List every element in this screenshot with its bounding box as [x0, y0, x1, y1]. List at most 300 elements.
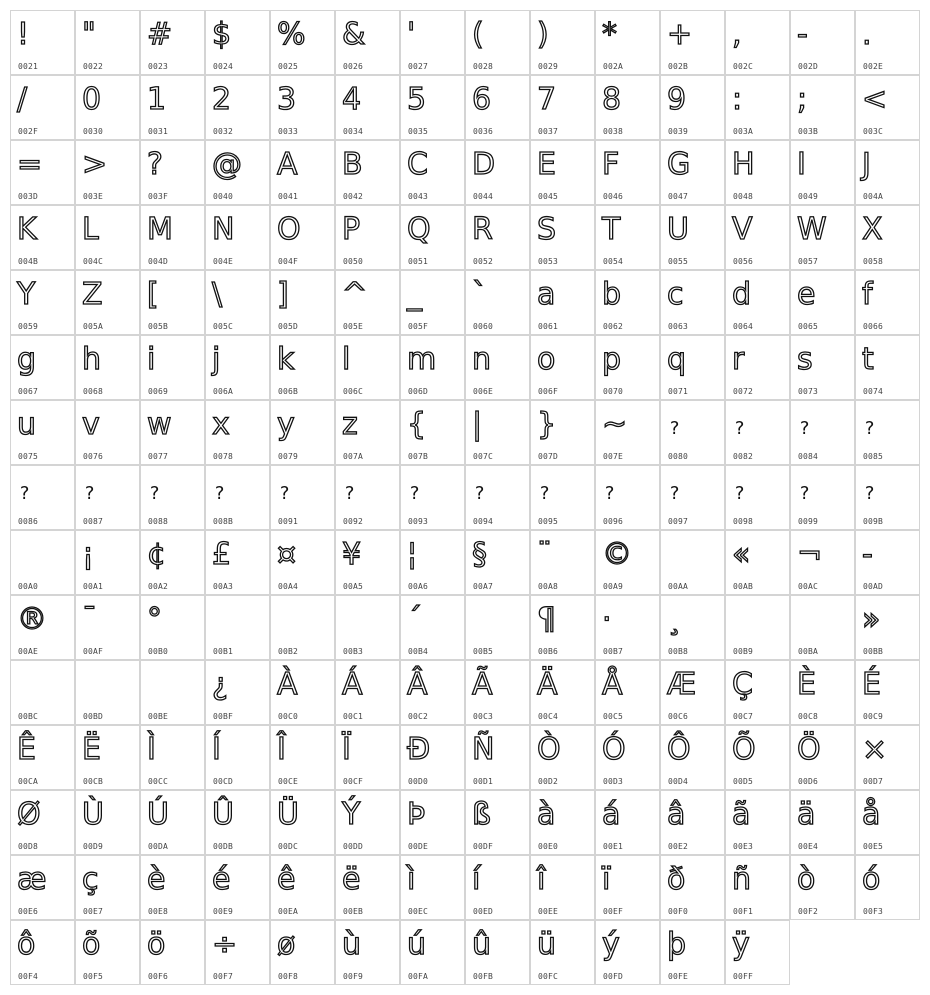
glyph-cell: [205, 920, 270, 985]
glyph-code: 0040: [213, 192, 234, 201]
glyph-code: 0058: [863, 257, 884, 266]
glyph-cell: [465, 660, 530, 725]
glyph-cell: [400, 530, 465, 595]
glyph-char: .: [862, 17, 872, 52]
glyph-char: ?: [214, 483, 225, 504]
glyph-code: 00B8: [668, 647, 689, 656]
glyph-cell: [205, 75, 270, 140]
glyph-cell: [270, 205, 335, 270]
glyph-char: É: [862, 667, 881, 702]
glyph-cell: [270, 790, 335, 855]
glyph-code: 007C: [473, 452, 494, 461]
glyph-char: ö: [147, 927, 166, 962]
glyph-char: ?: [344, 483, 355, 504]
glyph-code: 004B: [18, 257, 39, 266]
glyph-char: Ò: [537, 732, 561, 767]
glyph-cell: [595, 595, 660, 660]
glyph-code: 00EB: [343, 907, 364, 916]
glyph-code: 00CA: [18, 777, 39, 786]
glyph-cell: [595, 205, 660, 270]
glyph-code: 0075: [18, 452, 39, 461]
glyph-code: 0022: [83, 62, 104, 71]
glyph-code: 0095: [538, 517, 559, 526]
glyph-cell: [400, 725, 465, 790]
glyph-cell: [335, 595, 400, 660]
glyph-code: 005D: [278, 322, 299, 331]
glyph-cell: [75, 10, 140, 75]
glyph-code: 00C3: [473, 712, 494, 721]
glyph-code: 0076: [83, 452, 104, 461]
glyph-char: !: [17, 17, 30, 52]
glyph-code: 0062: [603, 322, 624, 331]
glyph-char: i: [147, 342, 156, 377]
glyph-code: 00BD: [83, 712, 104, 721]
glyph-cell: [790, 790, 855, 855]
glyph-cell: [530, 790, 595, 855]
glyph-char: ): [537, 17, 549, 52]
glyph-char: e: [797, 277, 816, 312]
glyph-cell: [855, 660, 920, 725]
glyph-char: ò: [797, 862, 816, 897]
glyph-cell: [595, 465, 660, 530]
glyph-char: L: [82, 212, 99, 247]
glyph-char: ¢: [147, 537, 167, 572]
glyph-cell: [855, 725, 920, 790]
glyph-cell: [465, 920, 530, 985]
glyph-cell: [855, 530, 920, 595]
glyph-char: ¨: [537, 537, 552, 572]
glyph-code: 00B4: [408, 647, 429, 656]
glyph-char: â: [667, 797, 686, 832]
glyph-code: 0064: [733, 322, 754, 331]
glyph-cell: [140, 725, 205, 790]
glyph-cell: [530, 855, 595, 920]
glyph-code: 0054: [603, 257, 624, 266]
glyph-cell: [270, 75, 335, 140]
glyph-code: 0031: [148, 127, 169, 136]
glyph-char: å: [862, 797, 881, 832]
glyph-char: ¿: [212, 667, 228, 702]
glyph-cell: [855, 595, 920, 660]
glyph-code: 00AB: [733, 582, 754, 591]
glyph-cell: [530, 465, 595, 530]
glyph-char: é: [212, 862, 231, 897]
glyph-code: 0059: [18, 322, 39, 331]
glyph-char: v: [82, 407, 100, 442]
glyph-char: o: [537, 342, 556, 377]
glyph-code: 005A: [83, 322, 104, 331]
glyph-code: 00A6: [408, 582, 429, 591]
glyph-cell: [205, 465, 270, 530]
glyph-cell: [10, 335, 75, 400]
glyph-char: S: [537, 212, 557, 247]
glyph-code: 00DA: [148, 842, 169, 851]
glyph-code: 00FF: [733, 972, 754, 981]
glyph-code: 0078: [213, 452, 234, 461]
glyph-char: Ö: [797, 732, 821, 767]
glyph-code: 0052: [473, 257, 494, 266]
glyph-char: \: [212, 277, 223, 312]
glyph-code: 00DE: [408, 842, 429, 851]
glyph-code: 00C8: [798, 712, 819, 721]
glyph-char: ì: [407, 862, 416, 897]
glyph-cell: [140, 855, 205, 920]
glyph-code: 00C1: [343, 712, 364, 721]
glyph-char: ?: [19, 483, 30, 504]
glyph-cell: [10, 400, 75, 465]
glyph-char: ?: [799, 418, 810, 439]
glyph-code: 0055: [668, 257, 689, 266]
glyph-cell: [790, 75, 855, 140]
glyph-code: 0071: [668, 387, 689, 396]
glyph-code: 0077: [148, 452, 169, 461]
glyph-code: 0049: [798, 192, 819, 201]
glyph-cell: [790, 595, 855, 660]
glyph-code: 0048: [733, 192, 754, 201]
glyph-char: Ý: [342, 797, 361, 832]
glyph-code: 0053: [538, 257, 559, 266]
glyph-code: 0074: [863, 387, 884, 396]
glyph-char: {: [407, 407, 427, 442]
glyph-char: 5: [407, 82, 427, 117]
glyph-char: ?: [539, 483, 550, 504]
glyph-char: ~: [602, 407, 628, 442]
glyph-cell: [660, 400, 725, 465]
glyph-code: 00D9: [83, 842, 104, 851]
glyph-cell: [465, 400, 530, 465]
glyph-code: 00E6: [18, 907, 39, 916]
glyph-char: Û: [212, 797, 234, 832]
glyph-char: ?: [734, 418, 745, 439]
glyph-code: 0042: [343, 192, 364, 201]
glyph-code: 003C: [863, 127, 884, 136]
glyph-char: w: [147, 407, 172, 442]
glyph-char: 7: [537, 82, 557, 117]
glyph-cell: [335, 270, 400, 335]
glyph-cell: [140, 335, 205, 400]
glyph-cell: [75, 790, 140, 855]
glyph-char: V: [732, 212, 753, 247]
glyph-code: 0063: [668, 322, 689, 331]
glyph-code: 0034: [343, 127, 364, 136]
glyph-code: 0046: [603, 192, 624, 201]
glyph-cell: [270, 335, 335, 400]
glyph-cell: [335, 660, 400, 725]
glyph-cell: [335, 75, 400, 140]
glyph-cell: [530, 660, 595, 725]
glyph-cell: [725, 790, 790, 855]
glyph-cell: [660, 10, 725, 75]
glyph-cell: [595, 660, 660, 725]
glyph-cell: [10, 595, 75, 660]
glyph-cell: [400, 400, 465, 465]
glyph-code: 0056: [733, 257, 754, 266]
glyph-code: 00A8: [538, 582, 559, 591]
glyph-char: Ä: [537, 667, 558, 702]
glyph-cell: [855, 10, 920, 75]
glyph-char: §: [472, 537, 487, 572]
glyph-code: 00CF: [343, 777, 364, 786]
glyph-code: 0085: [863, 452, 884, 461]
glyph-char: î: [537, 862, 546, 897]
glyph-code: 00F5: [83, 972, 104, 981]
glyph-cell: [465, 140, 530, 205]
glyph-char: ?: [734, 483, 745, 504]
glyph-char: N: [212, 212, 235, 247]
glyph-cell: [400, 920, 465, 985]
glyph-char: ú: [407, 927, 427, 962]
glyph-char: x: [212, 407, 230, 442]
glyph-cell: [270, 400, 335, 465]
glyph-char: ·: [602, 602, 612, 637]
glyph-cell: [270, 140, 335, 205]
glyph-char: Z: [82, 277, 103, 312]
glyph-char: +: [667, 17, 693, 52]
glyph-code: 00E9: [213, 907, 234, 916]
glyph-char: Ü: [277, 797, 299, 832]
glyph-char: Å: [602, 667, 623, 702]
glyph-char: ê: [277, 862, 296, 897]
glyph-char: Ë: [82, 732, 101, 767]
glyph-cell: [400, 335, 465, 400]
glyph-char: à: [537, 797, 556, 832]
glyph-char: Ñ: [472, 732, 495, 767]
glyph-code: 00A5: [343, 582, 364, 591]
glyph-char: ô: [17, 927, 36, 962]
glyph-cell: [855, 75, 920, 140]
glyph-code: 00E8: [148, 907, 169, 916]
glyph-code: 00F2: [798, 907, 819, 916]
glyph-cell: [725, 660, 790, 725]
glyph-cell: [790, 10, 855, 75]
glyph-char: p: [602, 342, 622, 377]
glyph-cell: [205, 335, 270, 400]
glyph-char: ?: [279, 483, 290, 504]
glyph-char: Ì: [147, 732, 156, 767]
glyph-char: ?: [669, 483, 680, 504]
glyph-char: t: [862, 342, 874, 377]
glyph-cell: [205, 530, 270, 595]
glyph-cell: [75, 205, 140, 270]
glyph-char: Á: [342, 667, 363, 702]
glyph-char: ?: [864, 418, 875, 439]
glyph-char: Y: [17, 277, 36, 312]
glyph-char: P: [342, 212, 361, 247]
glyph-code: 00F3: [863, 907, 884, 916]
glyph-char: Ã: [472, 667, 493, 702]
glyph-char: [: [147, 277, 159, 312]
glyph-cell: [725, 400, 790, 465]
glyph-char: þ: [667, 927, 687, 962]
glyph-cell: [335, 140, 400, 205]
glyph-cell: [400, 790, 465, 855]
glyph-code: 00AD: [863, 582, 884, 591]
glyph-code: 00B9: [733, 647, 754, 656]
glyph-cell: [335, 530, 400, 595]
glyph-cell: [790, 400, 855, 465]
glyph-code: 00D2: [538, 777, 559, 786]
glyph-cell: [725, 595, 790, 660]
glyph-cell: [10, 465, 75, 530]
glyph-code: 00C0: [278, 712, 299, 721]
glyph-code: 00E3: [733, 842, 754, 851]
glyph-char: ¡: [82, 537, 95, 572]
glyph-cell: [725, 205, 790, 270]
glyph-char: 8: [602, 82, 622, 117]
glyph-cell: [595, 140, 660, 205]
glyph-code: 00A7: [473, 582, 494, 591]
glyph-cell: [790, 855, 855, 920]
glyph-cell: [10, 920, 75, 985]
glyph-char: û: [472, 927, 492, 962]
glyph-code: 00F0: [668, 907, 689, 916]
glyph-cell: [335, 920, 400, 985]
glyph-char: D: [472, 147, 496, 182]
glyph-code: 00AE: [18, 647, 39, 656]
glyph-char: ?: [474, 483, 485, 504]
glyph-code: 00E0: [538, 842, 559, 851]
glyph-code: 00BE: [148, 712, 169, 721]
glyph-code: 00CB: [83, 777, 104, 786]
glyph-cell: [75, 465, 140, 530]
glyph-code: 0070: [603, 387, 624, 396]
glyph-char: 2: [212, 82, 232, 117]
glyph-code: 005B: [148, 322, 169, 331]
glyph-char: y: [277, 407, 295, 442]
glyph-char: >: [82, 147, 108, 182]
glyph-code: 002B: [668, 62, 689, 71]
glyph-code: 00BA: [798, 647, 819, 656]
glyph-char: 6: [472, 82, 492, 117]
glyph-char: M: [147, 212, 173, 247]
glyph-grid: [10, 10, 920, 985]
glyph-cell: [335, 465, 400, 530]
glyph-char: /: [17, 82, 28, 117]
glyph-cell: [75, 270, 140, 335]
glyph-cell: [335, 10, 400, 75]
glyph-code: 00C5: [603, 712, 624, 721]
glyph-char: ¬: [797, 537, 823, 572]
glyph-cell: [465, 725, 530, 790]
glyph-code: 0024: [213, 62, 234, 71]
glyph-cell: [140, 205, 205, 270]
glyph-code: 002D: [798, 62, 819, 71]
glyph-cell: [400, 205, 465, 270]
glyph-code: 0032: [213, 127, 234, 136]
glyph-code: 006F: [538, 387, 559, 396]
glyph-code: 0061: [538, 322, 559, 331]
glyph-cell: [205, 790, 270, 855]
glyph-char: Î: [277, 732, 286, 767]
glyph-cell: [725, 335, 790, 400]
glyph-code: 0096: [603, 517, 624, 526]
glyph-char: O: [277, 212, 301, 247]
glyph-code: 00D4: [668, 777, 689, 786]
glyph-cell: [725, 855, 790, 920]
glyph-code: 00F4: [18, 972, 39, 981]
glyph-char: Í: [212, 732, 221, 767]
glyph-cell: [790, 205, 855, 270]
glyph-code: 00F7: [213, 972, 234, 981]
glyph-cell: [725, 725, 790, 790]
glyph-code: 006C: [343, 387, 364, 396]
glyph-cell: [660, 140, 725, 205]
glyph-code: 005C: [213, 322, 234, 331]
glyph-code: 00A1: [83, 582, 104, 591]
glyph-char: ÿ: [732, 927, 750, 962]
glyph-char: Ù: [82, 797, 104, 832]
glyph-char: £: [212, 537, 232, 572]
glyph-code: 003D: [18, 192, 39, 201]
glyph-char: ñ: [732, 862, 752, 897]
glyph-cell: [75, 400, 140, 465]
glyph-char: =: [17, 147, 43, 182]
glyph-char: f: [862, 277, 873, 312]
glyph-char: ¤: [277, 537, 297, 572]
glyph-code: 008B: [213, 517, 234, 526]
glyph-code: 002F: [18, 127, 39, 136]
glyph-char: R: [472, 212, 493, 247]
glyph-cell: [855, 335, 920, 400]
glyph-code: 00A9: [603, 582, 624, 591]
glyph-char: c: [667, 277, 684, 312]
glyph-char: q: [667, 342, 687, 377]
glyph-code: 0068: [83, 387, 104, 396]
glyph-code: 0051: [408, 257, 429, 266]
glyph-char: m: [407, 342, 437, 377]
glyph-cell: [75, 595, 140, 660]
glyph-cell: [660, 205, 725, 270]
glyph-cell: [270, 10, 335, 75]
glyph-code: 007D: [538, 452, 559, 461]
glyph-cell: [140, 400, 205, 465]
glyph-cell: [205, 205, 270, 270]
glyph-code: 005E: [343, 322, 364, 331]
glyph-cell: [10, 530, 75, 595]
glyph-char: -: [797, 17, 808, 52]
glyph-code: 00C6: [668, 712, 689, 721]
glyph-cell: [205, 10, 270, 75]
glyph-code: 009B: [863, 517, 884, 526]
glyph-code: 00CD: [213, 777, 234, 786]
glyph-char: H: [732, 147, 755, 182]
glyph-char: ': [407, 17, 416, 52]
glyph-cell: [140, 465, 205, 530]
glyph-cell: [855, 400, 920, 465]
glyph-cell: [465, 335, 530, 400]
glyph-char: Ð: [407, 732, 431, 767]
glyph-cell: [75, 530, 140, 595]
glyph-char: «: [732, 537, 751, 572]
glyph-char: k: [277, 342, 295, 377]
glyph-cell: [75, 920, 140, 985]
glyph-cell: [855, 855, 920, 920]
glyph-cell: [400, 660, 465, 725]
glyph-cell: [140, 270, 205, 335]
glyph-char: g: [17, 342, 37, 377]
glyph-code: 007A: [343, 452, 364, 461]
glyph-char: Ï: [342, 732, 351, 767]
glyph-code: 00B5: [473, 647, 494, 656]
glyph-char: J: [862, 147, 871, 182]
glyph-cell: [595, 855, 660, 920]
glyph-char: Ô: [667, 732, 691, 767]
glyph-code: 007B: [408, 452, 429, 461]
glyph-char: ã: [732, 797, 751, 832]
glyph-cell: [790, 530, 855, 595]
glyph-code: 0043: [408, 192, 429, 201]
glyph-char: ?: [84, 483, 95, 504]
